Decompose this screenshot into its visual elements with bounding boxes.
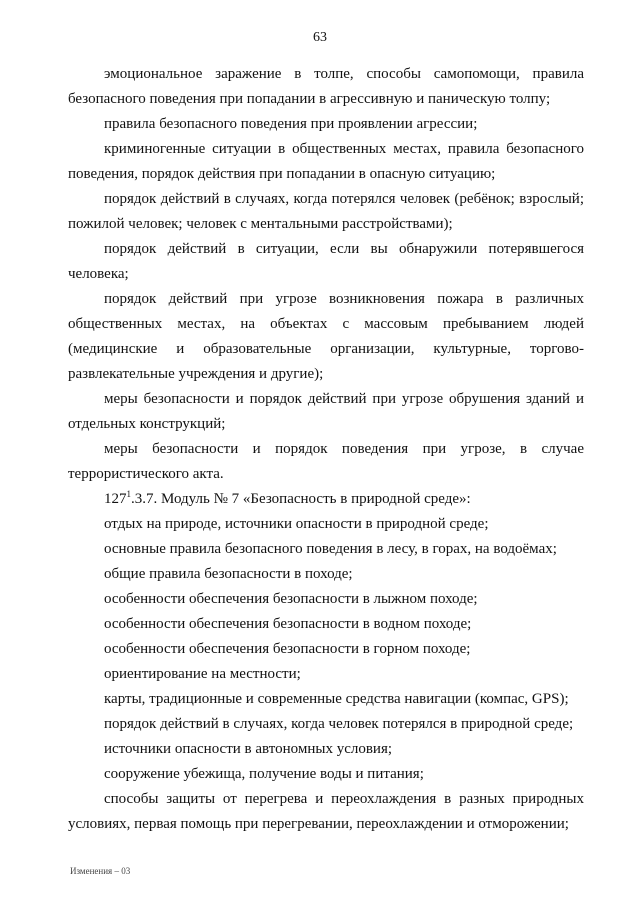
- paragraph: порядок действий в случаях, когда потерялся человек (ребёнок; взрослый; пожилой человек; человек с ментальными расстройствами);: [68, 191, 584, 232]
- module-number-superscript: 1: [126, 489, 131, 499]
- paragraph: правила безопасного поведения при проявлении агрессии;: [104, 116, 478, 132]
- paragraph: меры безопасности и порядок поведения при угрозе, в случае террористического акта.: [68, 441, 584, 482]
- module-item: особенности обеспечения безопасности в лыжном походе;: [104, 591, 478, 607]
- paragraph: меры безопасности и порядок действий при угрозе обрушения зданий и отдельных конструкций;: [68, 391, 584, 432]
- body-text: [68, 62, 584, 837]
- module-item: источники опасности в автономных условия;: [104, 741, 393, 757]
- module-item: отдых на природе, источники опасности в природной среде;: [104, 516, 489, 532]
- footer-revision: Изменения – 03: [70, 866, 131, 876]
- module-item: особенности обеспечения безопасности в горном походе;: [104, 641, 471, 657]
- module-number: 127: [104, 491, 127, 507]
- paragraph: криминогенные ситуации в общественных местах, правила безопасного поведения, порядок действия при попадании в опасную ситуацию;: [68, 141, 584, 182]
- module-item: карты, традиционные и современные средства навигации (компас, GPS);: [104, 691, 569, 707]
- paragraph: порядок действий в ситуации, если вы обнаружили потерявшегося человека;: [68, 241, 584, 282]
- page-number: 63: [313, 30, 327, 45]
- module-item: ориентирование на местности;: [104, 666, 301, 682]
- paragraph: эмоциональное заражение в толпе, способы самопомощи, правила безопасного поведения при попадании в агрессивную и паническую толпу;: [68, 66, 584, 107]
- paragraph: порядок действий при угрозе возникновения пожара в различных общественных местах, на объектах с массовым пребыванием людей (медицинские и образовательные организации, культурные, торгово-развлекательные учреждения и другие);: [68, 291, 584, 382]
- module-item: общие правила безопасности в походе;: [104, 566, 353, 582]
- module-item: сооружение убежища, получение воды и питания;: [104, 766, 424, 782]
- module-item: способы защиты от перегрева и переохлаждения в разных природных условиях, первая помощь при перегревании, переохлаждении и отморожении;: [68, 791, 584, 832]
- module-item: особенности обеспечения безопасности в водном походе;: [104, 616, 472, 632]
- module-item: порядок действий в случаях, когда человек потерялся в природной среде;: [104, 716, 574, 732]
- module-item: основные правила безопасного поведения в лесу, в горах, на водоёмах;: [104, 541, 557, 557]
- module-title: .3.7. Модуль № 7 «Безопасность в природной среде»:: [131, 491, 471, 507]
- module-heading: [68, 487, 584, 512]
